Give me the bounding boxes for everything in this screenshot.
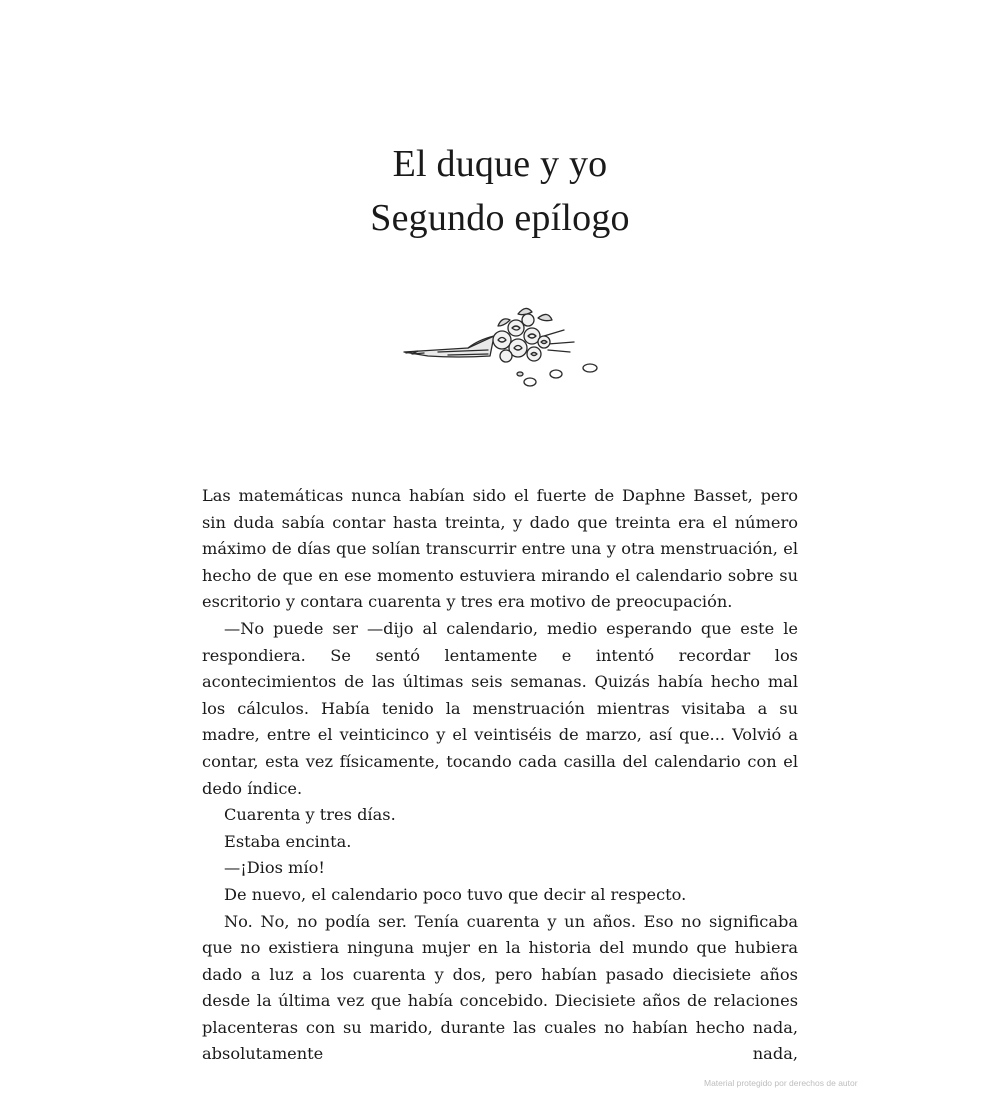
chapter-subtitle: Segundo epílogo — [370, 197, 630, 239]
paragraph-7: No. No, no podía ser. Tenía cuarenta y un años. Eso no significaba que no existiera ninguna mujer en la historia del mundo que hubiera dado a luz a los cuarenta y dos, pero habían pasado diecisiete años desde la última vez que había concebido. Diecisiete años de relaciones placenteras con su marido, durante las cuales no habían hecho nada, absolutamente nada, — [202, 911, 798, 1064]
chapter-body — [202, 483, 798, 1068]
copyright-notice: Material protegido por derechos de autor — [704, 1078, 858, 1088]
book-title: El duque y yo — [392, 143, 608, 185]
chapter-title — [0, 137, 1000, 245]
paragraph-2: —No puede ser —dijo al calendario, medio esperando que este le respondiera. Se sentó lentamente e intentó recordar los acontecimientos de las últimas seis semanas. Quizás había hecho mal los cálculos. Había tenido la menstruación mientras visitaba a su madre, entre el veinticinco y el veintiséis de marzo, así que... Volvió a contar, esta vez físicamente, tocando cada casilla del calendario con el dedo índice. — [202, 618, 798, 798]
flower-bouquet-icon — [398, 296, 612, 392]
paragraph-3: Cuarenta y tres días. — [224, 805, 396, 825]
paragraph-4: Estaba encinta. — [224, 831, 352, 851]
paragraph-1: Las matemáticas nunca habían sido el fuerte de Daphne Basset, pero sin duda sabía contar hasta treinta, y dado que treinta era el número máximo de días que solían transcurrir entre una y otra menstruación, el hecho de que en ese momento estuviera mirando el calendario sobre su escritorio y contara cuarenta y tres era motivo de preocupación. — [202, 486, 798, 612]
paragraph-5: —¡Dios mío! — [224, 858, 325, 878]
paragraph-6: De nuevo, el calendario poco tuvo que decir al respecto. — [224, 884, 687, 904]
